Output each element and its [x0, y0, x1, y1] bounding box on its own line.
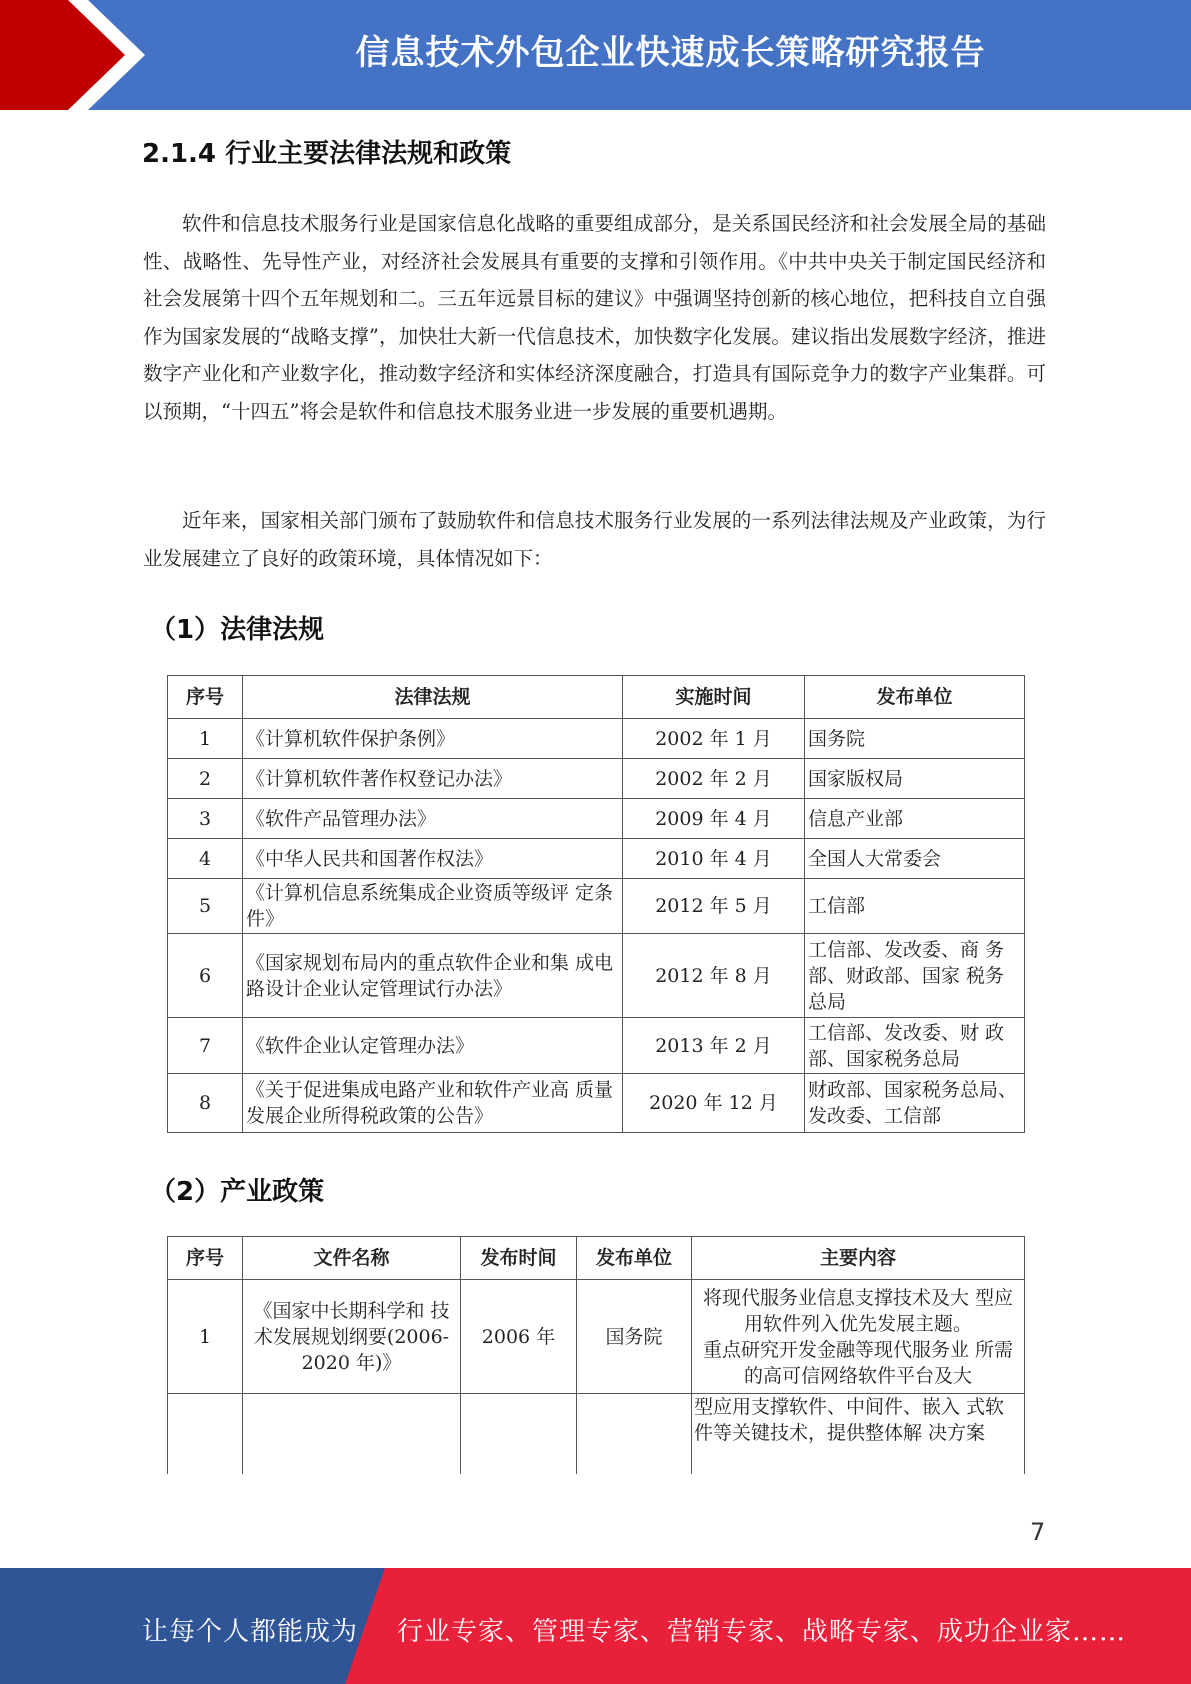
cell-unit: 信息产业部 — [805, 799, 1025, 839]
cell-unit: 工信部、发改委、商 务部、财政部、国家 税务总局 — [805, 934, 1025, 1018]
cell-unit: 国家版权局 — [805, 759, 1025, 799]
laws-table — [167, 675, 1025, 1133]
cell-no: 7 — [168, 1018, 243, 1074]
cell-no: 1 — [168, 1280, 243, 1394]
cell-law: 《计算机信息系统集成企业资质等级评 定条件》 — [243, 879, 623, 934]
col-header-no: 序号 — [168, 1237, 243, 1280]
cell-unit: 国务院 — [577, 1280, 692, 1394]
cell-no: 8 — [168, 1074, 243, 1133]
cell-unit: 财政部、国家税务总局、发改委、工信部 — [805, 1074, 1025, 1133]
table-row — [168, 719, 1025, 759]
footer-slogan-right: 行业专家、管理专家、营销专家、战略专家、成功企业家…… — [397, 1617, 1127, 1647]
cell-no: 3 — [168, 799, 243, 839]
cell-date: 2009 年 4 月 — [623, 799, 805, 839]
table-row — [168, 879, 1025, 934]
cell-law: 《计算机软件保护条例》 — [243, 719, 623, 759]
cell-no: 5 — [168, 879, 243, 934]
report-title: 信息技术外包企业快速成长策略研究报告 — [355, 33, 986, 73]
cell-date: 2012 年 5 月 — [623, 879, 805, 934]
cell-date — [461, 1394, 577, 1474]
content-line: 将现代服务业信息支撑技术及大 型应用软件列入优先发展主题。 — [702, 1286, 1014, 1335]
col-header-date: 发布时间 — [461, 1237, 577, 1280]
policies-heading: （2）产业政策 — [150, 1177, 325, 1207]
section-heading: 2.1.4 行业主要法律法规和政策 — [142, 139, 512, 169]
cell-date: 2010 年 4 月 — [623, 839, 805, 879]
col-header-content: 主要内容 — [692, 1237, 1025, 1280]
col-header-date: 实施时间 — [623, 676, 805, 719]
table-row — [168, 1018, 1025, 1074]
policies-table — [167, 1236, 1025, 1474]
table-row — [168, 1074, 1025, 1133]
cell-law: 《软件产品管理办法》 — [243, 799, 623, 839]
cell-date: 2002 年 2 月 — [623, 759, 805, 799]
cell-no: 6 — [168, 934, 243, 1018]
col-header-no: 序号 — [168, 676, 243, 719]
col-header-name: 文件名称 — [243, 1237, 461, 1280]
table-row — [168, 1280, 1025, 1394]
cell-doc-name: 《国家中长期科学和 技术发展规划纲要(2006-2020 年)》 — [243, 1280, 461, 1394]
footer-slogan-left: 让每个人都能成为 — [142, 1617, 359, 1647]
cell-content — [692, 1394, 1025, 1474]
cell-date: 2006 年 — [461, 1280, 577, 1394]
table-header-row — [168, 676, 1025, 719]
cell-no — [168, 1394, 243, 1474]
intro-paragraph: 软件和信息技术服务行业是国家信息化战略的重要组成部分，是关系国民经济和社会发展全局的基础性、战略性、先导性产业，对经济社会发展具有重要的支撑和引领作用。《中共中央关于制定国民经济和社会发展第十四个五年规划和二。三五年远景目标的建议》中强调坚持创新的核心地位，把科技自立自强作为国家发展的“战略支撑”，加快壮大新一代信息技术，加快数字化发展。建议指出发展数字经济，推进数字产业化和产业数字化，推动数字经济和实体经济深度融合，打造具有国际竞争力的数字产业集群。可以预期，“十四五”将会是软件和信息技术服务业进一步发展的重要机遇期。 — [143, 212, 1046, 423]
content-line: 型应用支撑软件、中间件、嵌入 式软件等关键技术，提供整体解 决方案 — [694, 1396, 1005, 1444]
cell-date: 2012 年 8 月 — [623, 934, 805, 1018]
table-row — [168, 759, 1025, 799]
col-header-unit: 发布单位 — [577, 1237, 692, 1280]
cell-no: 2 — [168, 759, 243, 799]
table-header-row — [168, 1237, 1025, 1280]
cell-date: 2013 年 2 月 — [623, 1018, 805, 1074]
cell-unit: 工信部、发改委、财 政部、国家税务总局 — [805, 1018, 1025, 1074]
cell-law: 《计算机软件著作权登记办法》 — [243, 759, 623, 799]
col-header-unit: 发布单位 — [805, 676, 1025, 719]
cell-unit: 全国人大常委会 — [805, 839, 1025, 879]
col-header-law: 法律法规 — [243, 676, 623, 719]
cell-unit: 工信部 — [805, 879, 1025, 934]
content-line: 重点研究开发金融等现代服务业 所需的高可信网络软件平台及大 — [702, 1338, 1014, 1387]
table-row — [168, 799, 1025, 839]
cell-unit — [577, 1394, 692, 1474]
cell-content — [692, 1280, 1025, 1394]
table-row — [168, 1394, 1025, 1474]
policy-intro-paragraph: 近年来，国家相关部门颁布了鼓励软件和信息技术服务行业发展的一系列法律法规及产业政策，为行业发展建立了良好的政策环境，具体情况如下： — [143, 509, 1046, 570]
page-header — [0, 0, 1191, 110]
table-row — [168, 839, 1025, 879]
header-arrow-decoration — [0, 0, 160, 110]
cell-doc-name — [243, 1394, 461, 1474]
cell-law: 《中华人民共和国著作权法》 — [243, 839, 623, 879]
cell-law: 《关于促进集成电路产业和软件产业高 质量发展企业所得税政策的公告》 — [243, 1074, 623, 1133]
laws-heading: （1）法律法规 — [150, 615, 325, 645]
cell-no: 1 — [168, 719, 243, 759]
cell-law: 《软件企业认定管理办法》 — [243, 1018, 623, 1074]
page-number: 7 — [1030, 1518, 1046, 1546]
cell-law: 《国家规划布局内的重点软件企业和集 成电路设计企业认定管理试行办法》 — [243, 934, 623, 1018]
cell-date: 2020 年 12 月 — [623, 1074, 805, 1133]
cell-date: 2002 年 1 月 — [623, 719, 805, 759]
table-row — [168, 934, 1025, 1018]
cell-no: 4 — [168, 839, 243, 879]
cell-unit: 国务院 — [805, 719, 1025, 759]
